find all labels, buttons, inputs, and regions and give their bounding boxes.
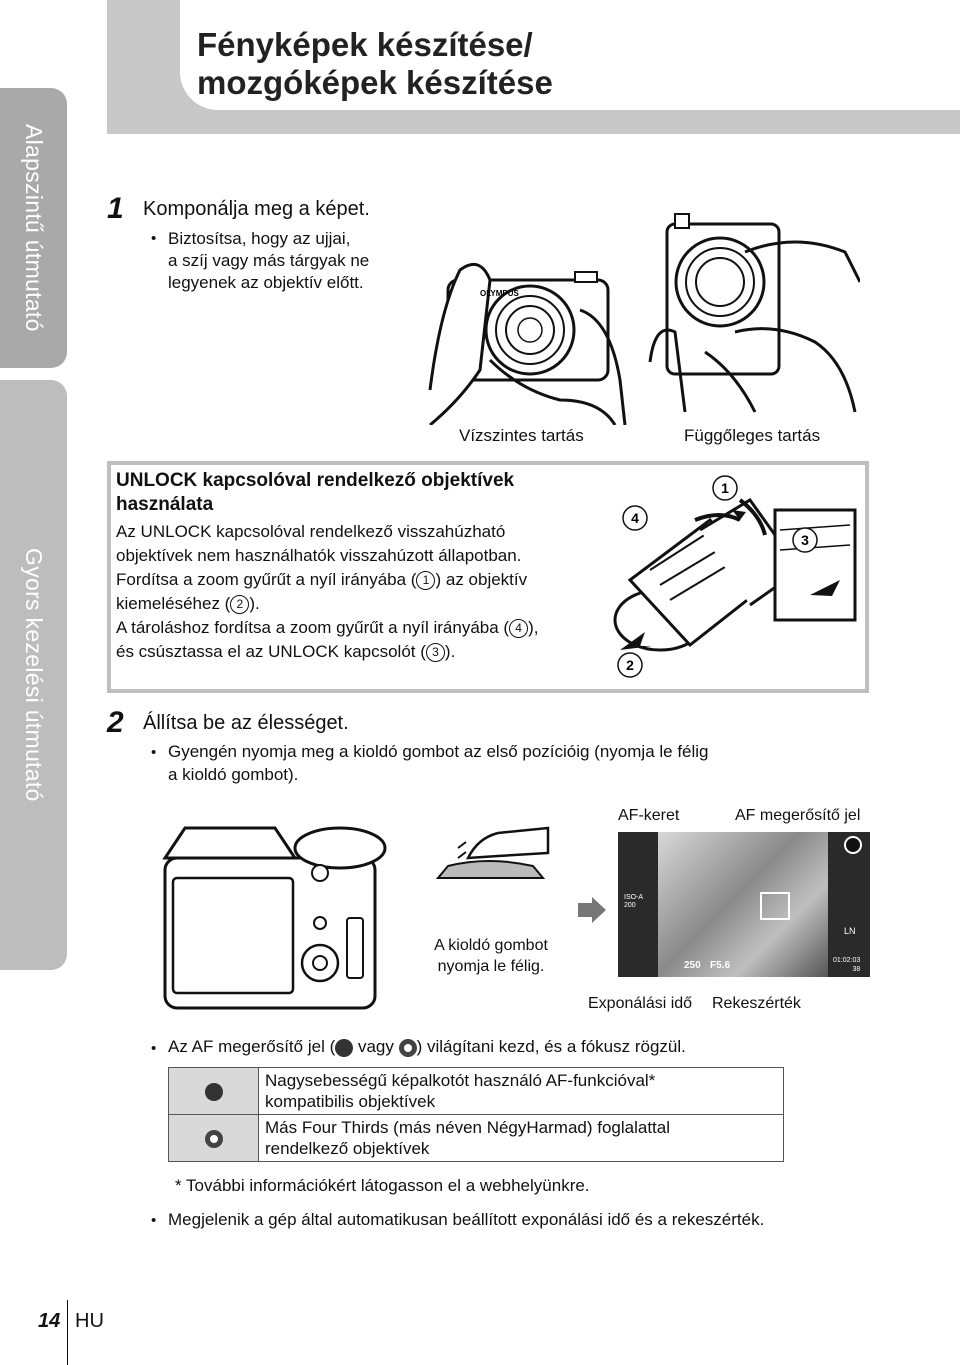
camera-brand-text: OLYMPUS (480, 289, 519, 298)
lens-compat-table (168, 1067, 784, 1162)
lens-label-1: 1 (721, 480, 729, 496)
af-ring-icon (205, 1130, 223, 1148)
step2-bullet-text: Gyengén nyomja meg a kioldó gombot az első pozícióig (nyomja le félig a kioldó gombot). (168, 742, 709, 784)
shutter-readout: 250 (684, 960, 701, 971)
step2-title: Állítsa be az élességet. (143, 712, 349, 734)
step1-bullet: • (151, 230, 157, 247)
af-confirm-icon (844, 836, 862, 854)
side-tab-quick-label: Gyors kezelési útmutató (21, 548, 47, 802)
unlock-title: UNLOCK kapcsolóval rendelkező objektívek használata (116, 470, 515, 515)
camera-back-illustration (155, 818, 395, 1018)
vertical-hold-caption: Függőleges tartás (684, 426, 821, 445)
af-ring-icon (399, 1039, 417, 1057)
af-dot-icon (205, 1083, 223, 1101)
step2-number: 2 (107, 706, 124, 739)
lens-label-3: 3 (801, 532, 809, 548)
footnote: * További információkért látogasson el a webhelyünkre. (175, 1176, 590, 1195)
vertical-hold-illustration (645, 212, 860, 422)
shutter-speed-label: Exponálási idő (588, 995, 693, 1012)
page-language: HU (75, 1310, 104, 1332)
lcd-screen (618, 832, 870, 977)
quality-readout: LN (844, 926, 856, 936)
page-title: Fényképek készítése/ mozgóképek készítése (197, 26, 553, 101)
step1-number: 1 (107, 192, 124, 225)
shutter-press-illustration (428, 818, 553, 893)
horizontal-hold-illustration (420, 250, 630, 425)
side-tab-basic-label: Alapszintű útmutató (21, 124, 47, 332)
note-bullet-1: • (151, 1040, 157, 1057)
circled-number-2: 2 (230, 595, 249, 614)
af-confirm-label: AF megerősítő jel (735, 807, 861, 824)
circled-number-4: 4 (509, 619, 528, 638)
step1-bullet-text: Biztosítsa, hogy az ujjai, a szíj vagy más tárgyak ne legyenek az objektív előtt. (168, 229, 370, 292)
lens-label-4: 4 (631, 510, 639, 526)
circled-number-1: 1 (416, 571, 435, 590)
iso-readout: ISO-A 200 (624, 894, 644, 909)
footer-divider (67, 1300, 68, 1365)
side-tab-quick-guide[interactable] (0, 380, 67, 970)
side-tab-basic-guide[interactable] (0, 88, 67, 368)
af-confirm-note: Az AF megerősítő jel ( vagy ) világítani kezd, és a fókusz rögzül. (168, 1037, 686, 1056)
af-dot-icon (335, 1039, 353, 1057)
unlock-lens-diagram (600, 470, 862, 685)
page-number: 14 (38, 1310, 61, 1332)
right-arrow-icon (578, 897, 606, 923)
screen-photo (658, 832, 828, 977)
table-row: Nagysebességű képalkotót használó AF-funkcióval* kompatibilis objektívek (169, 1068, 784, 1115)
af-frame-label: AF-keret (618, 807, 680, 824)
lens-label-2: 2 (626, 657, 634, 673)
time-count-readout: 01:02:03 38 (833, 957, 861, 973)
note-bullet-2: • (151, 1212, 157, 1229)
aperture-readout: F5.6 (710, 960, 731, 971)
aperture-label: Rekeszérték (712, 995, 801, 1012)
table-row: Más Four Thirds (más néven NégyHarmad) foglalattal rendelkező objektívek (169, 1115, 784, 1162)
step1-title: Komponálja meg a képet. (143, 198, 370, 220)
horizontal-hold-caption: Vízszintes tartás (459, 426, 584, 445)
unlock-body: Az UNLOCK kapcsolóval rendelkező visszahúzható objektívek nem használhatók visszahúzott állapotban. Fordítsa a zoom gyűrűt a nyíl irányába ( 1 ) az objektív kiemeléséhez ( 2 ). A tároláshoz fordítsa a zoom gyűrűt a nyíl irányába ( 4 ), és csúsztassa el az UNLOCK kapcsolót ( 3 ). (116, 522, 539, 661)
af-frame-box (760, 892, 790, 920)
press-caption: A kioldó gombot nyomja le félig. (434, 937, 548, 975)
exposure-note: Megjelenik a gép által automatikusan beállított exponálási idő és a rekeszérték. (168, 1210, 765, 1229)
circled-number-3: 3 (426, 643, 445, 662)
step2-bullet: • (151, 744, 157, 761)
